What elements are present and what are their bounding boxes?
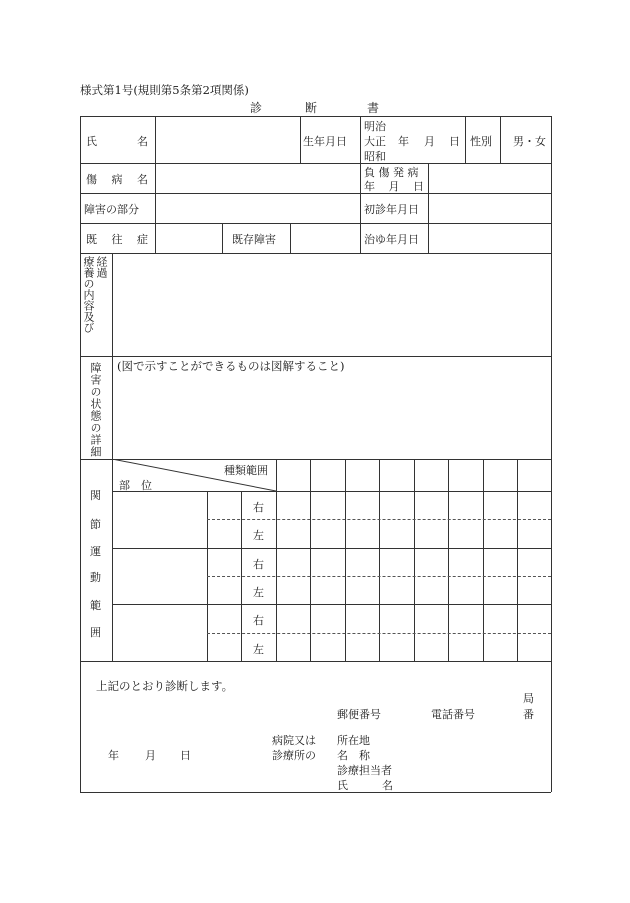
facility-name-label: 名 称 bbox=[337, 749, 370, 762]
date-year: 年 bbox=[108, 749, 119, 762]
era-meiji: 明治 bbox=[364, 120, 386, 133]
title-char-3: 書 bbox=[367, 101, 380, 115]
disease-name-label: 傷 病 名 bbox=[86, 173, 148, 186]
right-label: 右 bbox=[253, 558, 264, 571]
form-number: 様式第1号(規則第5条第2項関係) bbox=[80, 83, 249, 97]
dob-year: 年 bbox=[398, 135, 409, 148]
title-char-2: 断 bbox=[305, 101, 318, 115]
hospital-label-2: 診療所の bbox=[272, 749, 316, 762]
disability-detail-note: (図で示すことができるものは図解すること) bbox=[117, 359, 345, 373]
era-showa: 昭和 bbox=[364, 150, 386, 163]
name-label: 氏 名 bbox=[86, 135, 148, 148]
date-month: 月 bbox=[145, 749, 156, 762]
left-label: 左 bbox=[253, 586, 264, 599]
address-label: 所在地 bbox=[337, 734, 370, 747]
left-label: 左 bbox=[253, 529, 264, 542]
type-range-header: 種類範囲 bbox=[224, 464, 268, 477]
disability-detail-label: 障害の状態の詳細 bbox=[89, 362, 102, 458]
doctor-name-label: 氏 名 bbox=[337, 779, 393, 792]
diagnosis-statement: 上記のとおり診断します。 bbox=[96, 679, 234, 693]
dob-day: 日 bbox=[449, 135, 460, 148]
right-label: 右 bbox=[253, 501, 264, 514]
first-visit-label: 初診年月日 bbox=[364, 203, 419, 216]
existing-disability-label: 既存障害 bbox=[232, 233, 276, 246]
title-char-1: 診 bbox=[250, 101, 263, 115]
left-label: 左 bbox=[253, 643, 264, 656]
course-label-b: 療養の内容及び bbox=[82, 256, 95, 333]
medical-history-label: 既 往 症 bbox=[86, 233, 148, 246]
era-taisho: 大正 bbox=[364, 135, 386, 148]
affected-part-label: 障害の部分 bbox=[84, 203, 139, 216]
doctor-label: 診療担当者 bbox=[337, 764, 392, 777]
sex-label: 性別 bbox=[470, 135, 492, 148]
onset-date-label: 年 月 日 bbox=[364, 180, 424, 193]
right-label: 右 bbox=[253, 614, 264, 627]
course-label-a: 経過 bbox=[95, 256, 108, 278]
onset-label: 負 傷 発 病 bbox=[364, 166, 419, 179]
phone-label: 電話番号 bbox=[431, 708, 475, 721]
sex-value[interactable]: 男・女 bbox=[513, 135, 546, 148]
cure-date-label: 治ゆ年月日 bbox=[364, 233, 419, 246]
date-day: 日 bbox=[180, 749, 191, 762]
kyoku-label: 局 bbox=[523, 692, 534, 705]
body-part-header: 部 位 bbox=[119, 479, 152, 492]
ban-label: 番 bbox=[523, 708, 534, 721]
dob-month: 月 bbox=[424, 135, 435, 148]
hospital-label-1: 病院又は bbox=[272, 734, 316, 747]
postal-code-label: 郵便番号 bbox=[337, 708, 381, 721]
dob-label: 生年月日 bbox=[303, 135, 347, 148]
